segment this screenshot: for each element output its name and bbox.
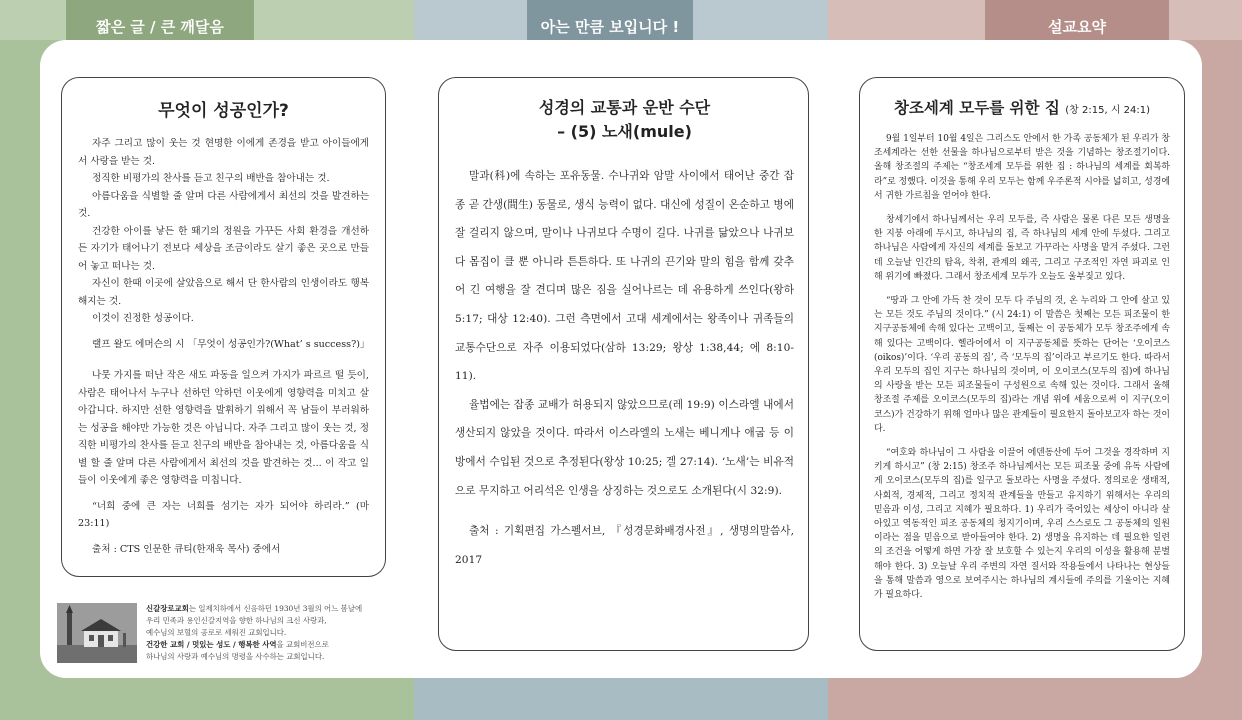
article-title: 창조세계 모두를 위한 집 (창 2:15, 시 24:1) xyxy=(893,99,1151,117)
poem-line: 건강한 아이를 낳든 한 뙈기의 정원을 가꾸든 사회 환경을 개선하든 자기가 태어나기 전보다 세상을 조금이라도 살기 좋은 곳으로 만들어 놓고 떠나는 것. xyxy=(78,225,369,272)
church-name: 신갈장로교회 xyxy=(146,604,189,613)
article-paragraph: “땅과 그 안에 가득 찬 것이 모두 다 주님의 것, 온 누리와 그 안에 살고 있는 모든 것도 주님의 것이다.” (시 24:1) 이 말씀은 첫째는 모든 피조물이 한 지구공동체에 속해 있다는 고백이고, 둘째는 이 공동체가 모두 창조주에게 속해 있다는 고백이다. 헬라어에서 이 지구공동체를 뜻하는 단어는 ‘오이코스(oikos)’이다. ‘우리 공동의 집’, 즉 ‘모두의 집’이라고 부르기도 한다. 따라서 우리 모두의 집인 지구는 하나님의 것이며, 이 오이코스(모두의 집)에 하나님의 사랑을 받는 모든 피조물들이 구성원으로 속해 있는 것이다. 그래서 올해 창조절 주제를 오이코스(모두의 집)라는 개념 위에 세움으로써 이 지구(오이코스)가 건강하기 위해 얼마나 많은 관계들이 필요한지 돌아보고자 하는 것이다. xyxy=(874,296,1170,434)
church-description: 신갈장로교회는 일제치하에서 신음하던 1930년 3월의 어느 봄날에 우리 민족과 용인신갈지역을 향한 하나님의 크신 사랑과, 예수님의 보혈의 공로로 세워진 교회입니다. 건강한 교회 / 멋있는 성도 / 행복한 사역을 교회비전으로 하나님의 사랑과 예수님의 명령을 사수하는 교회입니다. xyxy=(146,604,363,661)
church-building-icon xyxy=(57,603,137,663)
poem-line: 아름다움을 식별할 줄 알며 다른 사람에게서 최선의 것을 발견하는 것. xyxy=(78,190,369,219)
poem-attribution: 랠프 왈도 에머슨의 시 「무엇이 성공인가?(What’ s success?)」 xyxy=(92,338,370,350)
church-photo xyxy=(57,603,137,663)
article-paragraph: 창세기에서 하나님께서는 우리 모두를, 즉 사람은 물론 다른 모든 생명을 한 지붕 아래에 두시고, 하나님의 집, 즉 하나님의 세계 안에 두셨다. 그리고 하나님은 사람에게 자신의 세계를 돌보고 가꾸라는 사명을 맡겨 주셨다. 그런데 오늘날 인간의 탐욕, 착취, 관계의 왜곡, 그리고 구조적인 자연 파괴로 인해 위기에 빠졌다. 그래서 창조세계 모두가 오늘도 울부짖고 있다. xyxy=(874,215,1170,282)
article-source: 출처 : 기획편집 가스펠서브, 『성경문화배경사전』, 생명의말씀사, 2017 xyxy=(455,525,794,566)
tab-short-writing: 짧은 글 / 큰 깨달음 xyxy=(66,0,254,58)
reflection: 나뭇 가지를 떠난 작은 새도 파동을 일으켜 가지가 파르르 떨 듯이, 사람은 태어나서 누구나 선하던 악하던 이웃에게 영향력을 미치고 살아갑니다. 하지만 선한 영향력을 발휘하기 위해서 꼭 남들이 부러워하는 성공을 해야만 가능한 것은 아닙니다. 자주 그리고 많이 웃는 것, 정직한 비평가의 찬사를 듣고 친구의 배반을 참아내는 것, 아름다움을 식별 할 줄 알며 다른 사람에게서 최선의 것을 발견하는 것... 이 작고 일들이 이웃에게 좋은 영향력을 미칩니다. xyxy=(78,370,369,486)
article-title: 무엇이 성공인가? xyxy=(158,101,289,121)
poem-line: 자주 그리고 많이 웃는 것 현명한 이에게 존경을 받고 아이들에게서 사랑을 받는 것. xyxy=(78,138,369,167)
poem-line: 정직한 비평가의 찬사를 듣고 친구의 배반을 참아내는 것. xyxy=(92,173,330,184)
poem-line: 이것이 진정한 성공이다. xyxy=(92,313,194,324)
tab-knowledge: 아는 만큼 보입니다 ! xyxy=(527,0,693,58)
article-paragraph: 9월 1일부터 10월 4일은 그리스도 안에서 한 가족 공동체가 된 우리가 창조세계라는 선한 선물을 하나님으로부터 받은 것을 기념하는 창조절기이다. 올해 창조절의 주제는 “창조세계 모두를 위한 집 : 하나님의 세계를 회복하라”로 정했다. 이것을 통해 우리 모두는 함께 우주론적 시야를 넓히고, 성경에서 귀한 가르침을 얻어야 한다. xyxy=(874,134,1170,201)
article-source: 출처 : CTS 인문한 큐티(한재욱 목사) 중에서 xyxy=(92,543,281,555)
article-paragraph: 율법에는 잡종 교배가 허용되지 않았으므로(레 19:9) 이스라엘 내에서 생산되지 않았을 것이다. 따라서 이스라엘의 노새는 베니게나 애굽 등 이방에서 수입된 것으로 추정된다(왕상 10:25; 겔 27:14). ‘노새’는 비유적으로 무지하고 어리석은 인생을 상징하는 것으로도 소개된다(시 32:9). xyxy=(455,398,794,497)
success-article xyxy=(61,77,386,577)
article-paragraph: 말과(科)에 속하는 포유동물. 수나귀와 암말 사이에서 태어난 중간 잡종 곧 간생(間生) 동물로, 생식 능력이 없다. 대신에 성질이 온순하고 병에 잘 걸리지 않으며, 말이나 나귀보다 수명이 길다. 나귀를 닮았으나 나귀보다 몸집이 클 뿐 아니라 튼튼하다. 또 나귀의 끈기와 말의 힘을 함께 갖추어 긴 여행을 잘 견디며 많은 짐을 실어나르는 데 유용하게 쓰인다(왕하 5:17; 대상 12:40). 그런 측면에서 고대 세계에서는 왕족이나 귀족들의 교통수단으로 자주 이용되었다(삼하 13:29; 왕상 1:38,44; 에 8:10-11). xyxy=(455,170,794,383)
church-motto: 건강한 교회 / 멋있는 성도 / 행복한 사역 xyxy=(146,640,277,649)
bible-transport-article xyxy=(438,77,809,651)
bible-verse: “너희 중에 큰 자는 너희를 섬기는 자가 되어야 하리라.” (마23:11) xyxy=(78,500,369,529)
tab-sermon-summary: 설교요약 xyxy=(985,0,1169,58)
sermon-summary-article xyxy=(859,77,1185,651)
poem-line: 자신이 한때 이곳에 살았음으로 해서 단 한사람의 인생이라도 행복해지는 것. xyxy=(78,278,369,307)
article-paragraph: “여호와 하나님이 그 사람을 이끌어 에덴동산에 두어 그것을 경작하며 지키게 하시고” (창 2:15) 창조주 하나님께서는 모든 피조물 중에 유독 사람에게 오이코스(모두의 집)를 일구고 돌보라는 사명을 주셨다. 정의로운 생태적, 사회적, 경제적, 그리고 정치적 관계들을 만들고 유지하기 위해서는 우리의 믿음과 이성, 그리고 지혜가 필요하다. 1) 우리가 죽어있는 세상이 아니라 살아있고 역동적인 피조 공동체의 청지기이며, 우리 스스로도 그 공동체의 일원이라는 점을 믿음으로 받아들여야 한다. 2) 생명을 유지하는 데 필요한 일련의 조건을 어떻게 하면 가장 잘 보호할 수 있는지 우리의 이성을 활용해 분별해야 한다. 3) 오늘날 우리 주변의 자연 질서와 작용들에서 나타나는 현상들을 통해 말씀과 영으로 보여주시는 하나님의 계시들에 주의를 기울이는 지혜가 필요하다. xyxy=(874,448,1170,601)
scripture-reference: (창 2:15, 시 24:1) xyxy=(1065,105,1151,116)
church-footer xyxy=(57,603,387,665)
article-title: 성경의 교통과 운반 수단 – (5) 노새(mule) xyxy=(538,98,711,141)
